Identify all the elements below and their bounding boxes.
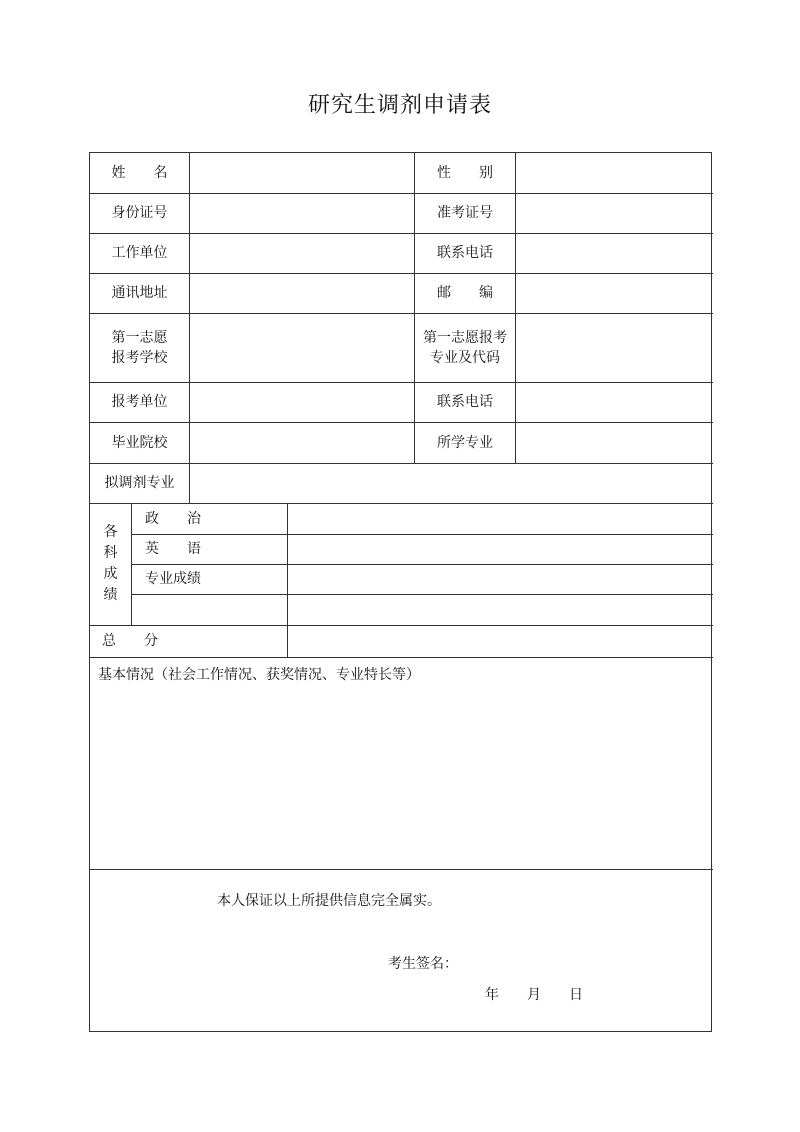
id-number-field[interactable] xyxy=(190,193,414,233)
postcode-field[interactable] xyxy=(516,273,711,313)
signature-field[interactable] xyxy=(462,949,642,975)
name-field[interactable] xyxy=(190,153,414,193)
label-id-number: 身份证号 xyxy=(111,205,168,221)
label-char: 科 xyxy=(103,545,118,561)
first-choice-school-field[interactable] xyxy=(190,313,414,382)
address-field[interactable] xyxy=(190,273,414,313)
english-score-field[interactable] xyxy=(288,534,711,564)
label-scores-group xyxy=(90,503,131,625)
row-divider xyxy=(90,657,713,658)
label-line: 第一志愿报考 xyxy=(423,329,507,346)
label-address: 通讯地址 xyxy=(111,285,168,301)
label-char: 成 xyxy=(103,566,118,582)
form-title: 研究生调剂申请表 xyxy=(307,93,492,118)
label-postcode: 邮 编 xyxy=(437,285,493,301)
label-studied-major: 所学专业 xyxy=(437,434,493,451)
label-total: 总 分 xyxy=(102,633,158,649)
label-char: 绩 xyxy=(103,587,118,603)
label-apply-unit: 报考单位 xyxy=(111,394,168,410)
label-gender: 性 别 xyxy=(437,165,493,181)
label-exam-number: 准考证号 xyxy=(437,205,493,221)
label-line: 第一志愿 xyxy=(111,329,168,346)
label-graduate-school: 毕业院校 xyxy=(111,434,168,451)
label-basic-info: 基本情况（社会工作情况、获奖情况、专业特长等） xyxy=(98,667,420,683)
apply-unit-field[interactable] xyxy=(190,382,414,422)
exam-number-field[interactable] xyxy=(516,193,711,233)
declaration-statement: 本人保证以上所提供信息完全属实。 xyxy=(217,893,441,909)
label-major-score: 专业成绩 xyxy=(145,571,201,587)
first-choice-major-field[interactable] xyxy=(516,313,711,382)
signature-label: 考生签名： xyxy=(388,956,458,972)
politics-score-field[interactable] xyxy=(288,503,711,534)
label-name: 姓 名 xyxy=(111,165,168,181)
studied-major-field[interactable] xyxy=(516,422,711,463)
label-line: 专业及代码 xyxy=(430,349,500,366)
label-intended-major: 拟调剂专业 xyxy=(104,475,175,491)
total-score-field[interactable] xyxy=(288,625,711,657)
extra-subject-field[interactable] xyxy=(132,594,287,625)
label-english: 英 语 xyxy=(145,541,201,557)
date-line: 年 月 日 xyxy=(485,987,583,1003)
basic-info-field[interactable] xyxy=(91,689,711,867)
label-phone: 联系电话 xyxy=(437,245,493,261)
label-work-unit: 工作单位 xyxy=(111,245,168,261)
label-char: 各 xyxy=(103,524,118,540)
label-phone-2: 联系电话 xyxy=(437,394,493,410)
work-unit-field[interactable] xyxy=(190,233,414,273)
phone-field[interactable] xyxy=(516,233,711,273)
label-first-choice-major xyxy=(415,313,515,382)
label-politics: 政 治 xyxy=(145,510,201,527)
gender-field[interactable] xyxy=(516,153,711,193)
graduate-school-field[interactable] xyxy=(190,422,414,463)
application-form xyxy=(89,152,712,1032)
label-first-choice-school xyxy=(90,313,189,382)
label-line: 报考学校 xyxy=(111,349,168,366)
major-score-field[interactable] xyxy=(288,564,711,594)
phone-2-field[interactable] xyxy=(516,382,711,422)
row-divider xyxy=(90,869,713,870)
extra-score-field[interactable] xyxy=(288,594,711,625)
intended-major-field[interactable] xyxy=(190,463,711,503)
